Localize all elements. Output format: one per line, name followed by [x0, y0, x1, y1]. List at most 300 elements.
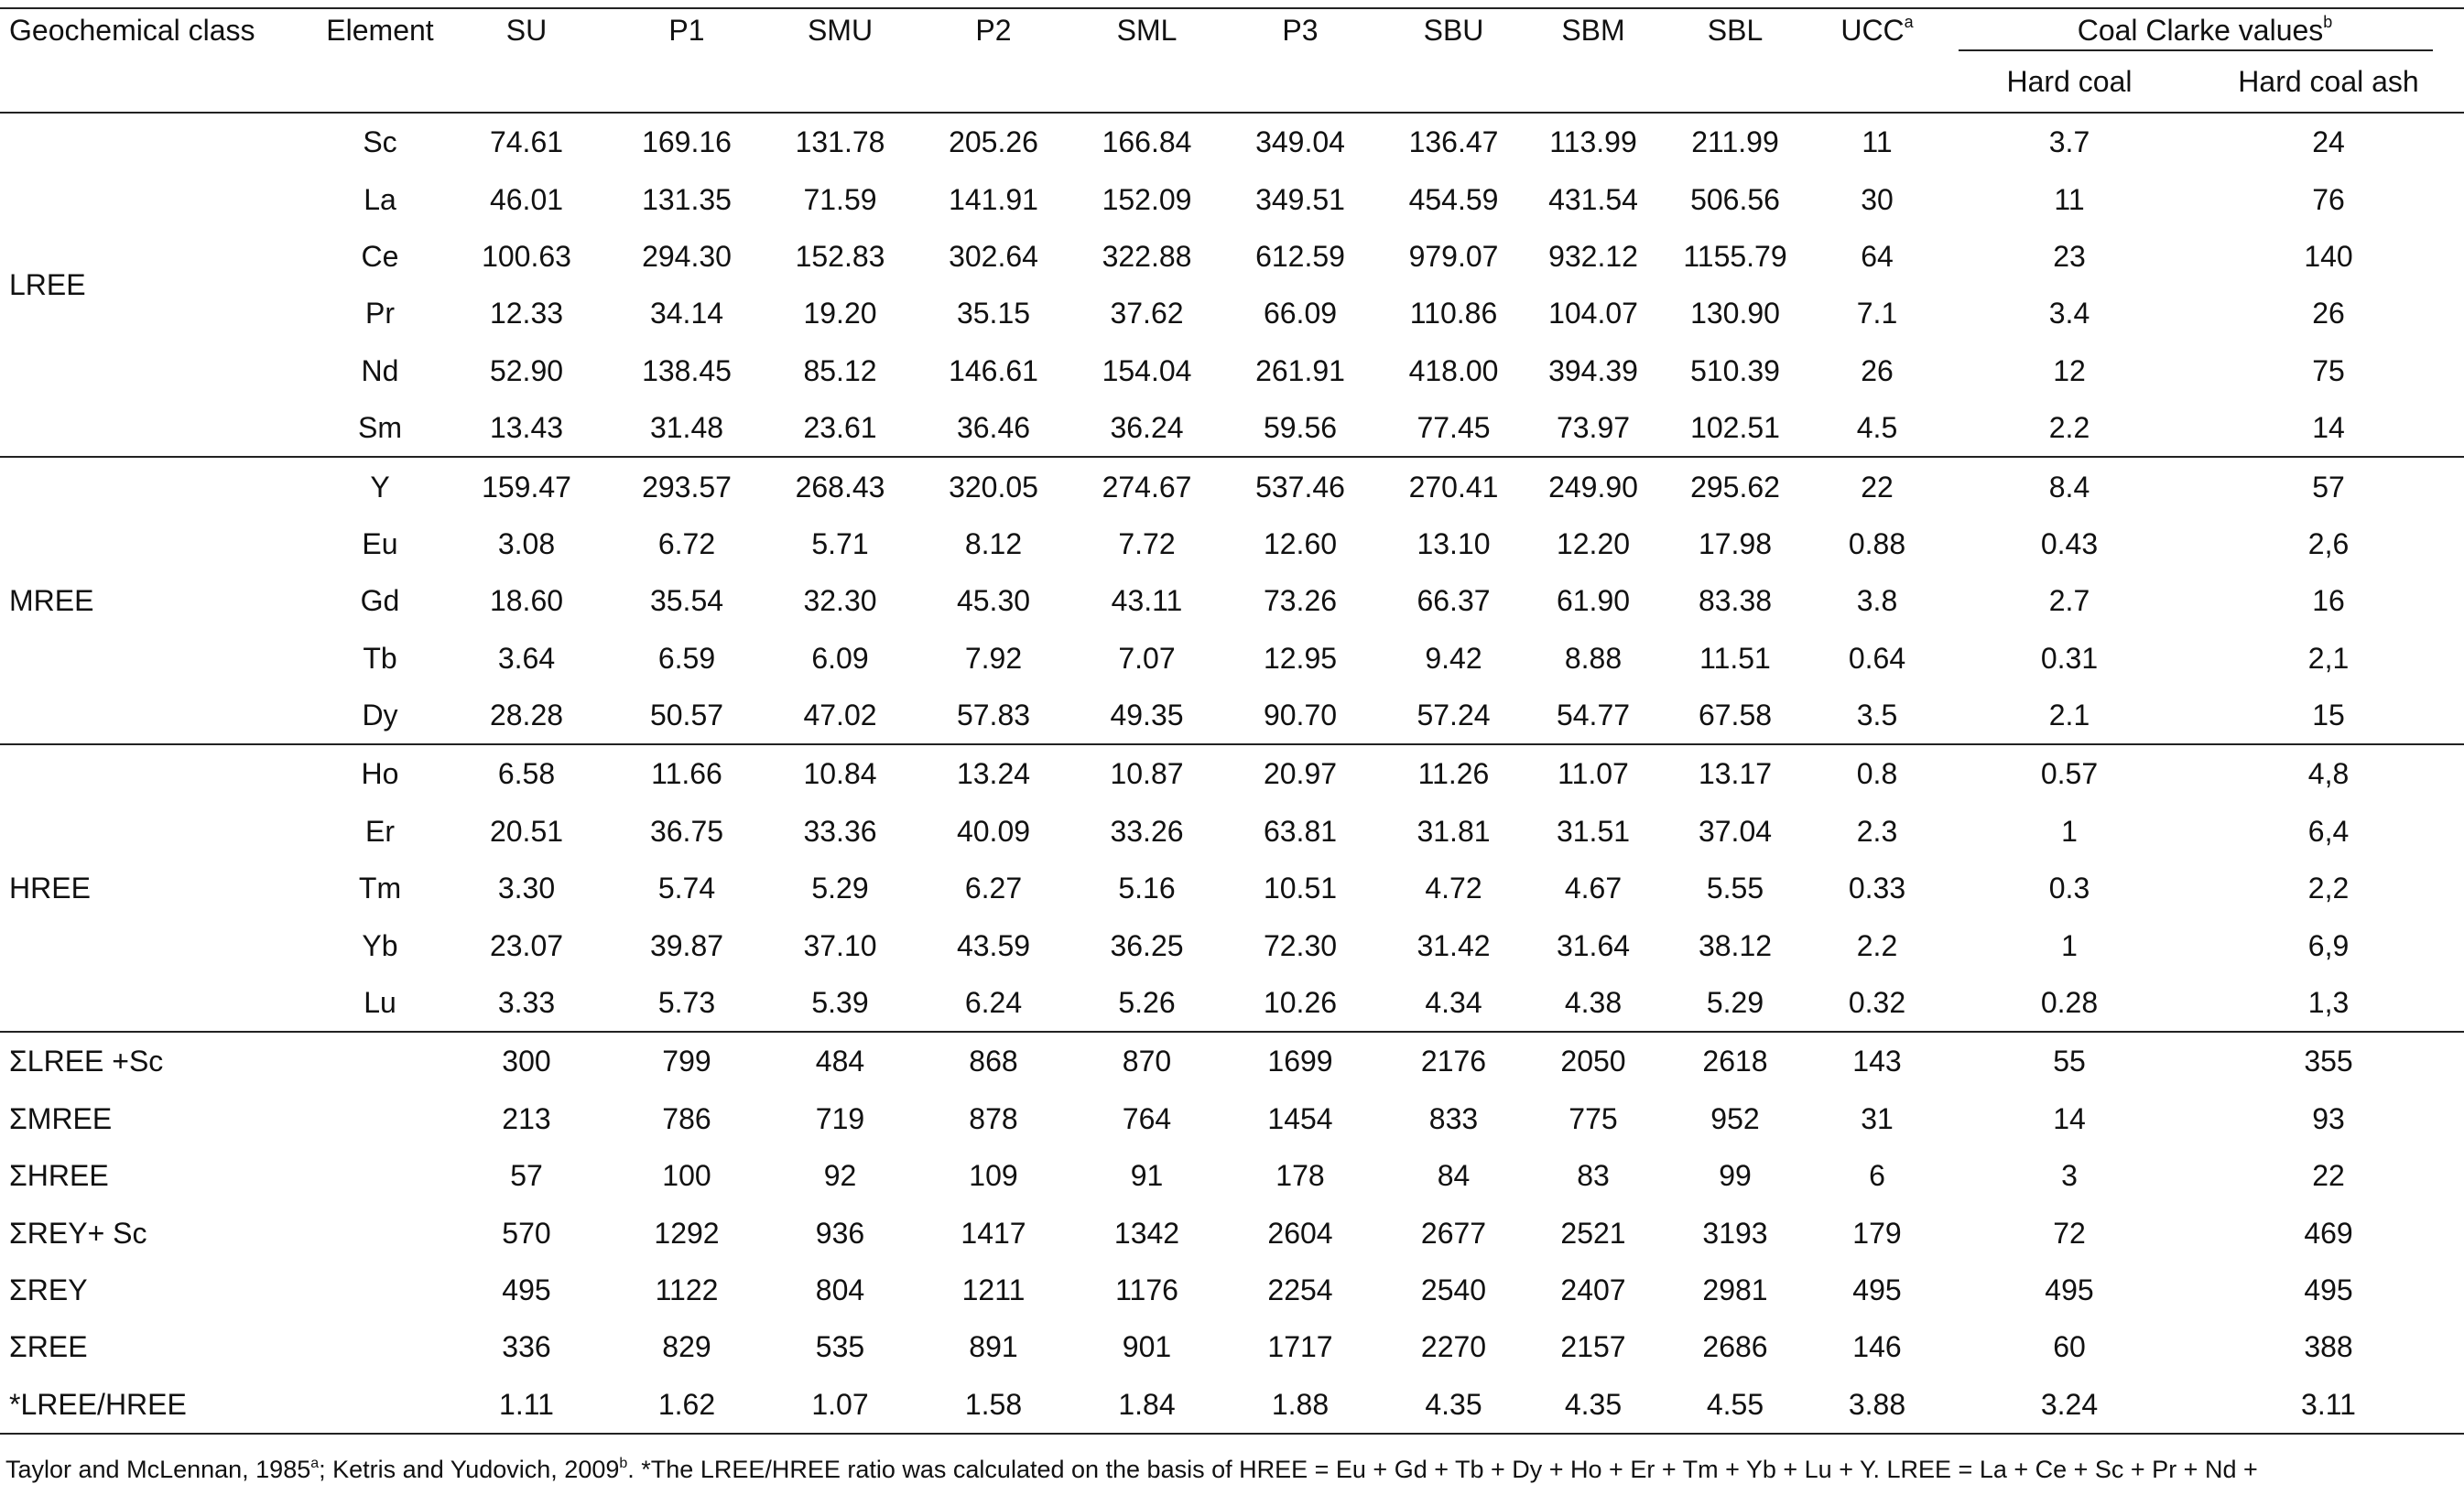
value-cell: 32.30 — [803, 584, 877, 618]
value-cell: 2,2 — [2307, 872, 2350, 905]
value-cell: 179 — [1852, 1216, 1902, 1250]
value-cell: 57 — [2193, 457, 2464, 515]
value-cell: 136.47 — [1383, 113, 1525, 170]
header-element: Element — [311, 8, 449, 51]
table-row — [0, 630, 2464, 687]
value-cell: 6.27 — [964, 872, 1023, 905]
value-cell: 786 — [662, 1101, 711, 1135]
value-cell: 91 — [1130, 1159, 1164, 1193]
value-cell: 74.61 — [449, 113, 604, 170]
value-cell: 10.26 — [1263, 986, 1338, 1020]
value-cell: 10.84 — [769, 744, 911, 802]
value-cell: 5.26 — [1118, 986, 1176, 1020]
value-cell: 72.30 — [1263, 928, 1338, 962]
value-cell: 5.16 — [1118, 872, 1176, 905]
element-cell: Ho — [311, 744, 449, 802]
value-cell: 13.17 — [1662, 744, 1808, 802]
value-cell: 12.95 — [1263, 641, 1338, 675]
value-cell: 50.57 — [649, 699, 724, 732]
value-cell: 11.51 — [1699, 641, 1771, 675]
value-cell: 2.2 — [2048, 411, 2090, 445]
total-label: *LREE/HREE — [0, 1376, 311, 1434]
value-cell: 100.63 — [482, 239, 571, 273]
header-sample-0: SU — [449, 8, 604, 51]
value-cell: 113.99 — [1525, 113, 1662, 170]
value-cell: 66.37 — [1417, 584, 1491, 618]
value-cell: 6.72 — [657, 526, 716, 560]
group-hree — [0, 744, 2464, 1032]
header-sample-5: P3 — [1218, 8, 1383, 51]
header-sample-1: P1 — [604, 8, 769, 51]
table-row — [0, 228, 2464, 285]
value-cell: 85.12 — [803, 353, 877, 387]
value-cell: 40.09 — [956, 814, 1031, 848]
value-cell: 72 — [2053, 1216, 2086, 1250]
value-cell: 5.29 — [1706, 986, 1764, 1020]
value-cell: 1.62 — [604, 1376, 769, 1434]
table-row — [0, 803, 2464, 860]
element-cell: Nd — [361, 353, 399, 387]
value-cell: 2677 — [1420, 1216, 1487, 1250]
value-cell: 54.77 — [1556, 699, 1631, 732]
value-cell: 20.97 — [1218, 744, 1383, 802]
value-cell: 3.08 — [497, 526, 556, 560]
value-cell: 2.2 — [1856, 928, 1898, 962]
table-footnote — [5, 1451, 2258, 1488]
value-cell: 484 — [769, 1032, 911, 1089]
header-ucc-label: UCC — [1840, 14, 1905, 47]
value-cell: 535 — [815, 1330, 865, 1364]
value-cell: 83 — [1577, 1159, 1610, 1193]
value-cell: 932.12 — [1548, 239, 1638, 273]
element-cell: Pr — [365, 297, 395, 330]
value-cell: 31.64 — [1556, 928, 1631, 962]
value-cell: 0.88 — [1848, 526, 1906, 560]
value-cell: 4.67 — [1564, 872, 1623, 905]
value-cell: 5.71 — [811, 526, 869, 560]
value-cell: 75 — [2312, 353, 2345, 387]
value-cell: 719 — [815, 1101, 865, 1135]
table-row — [0, 860, 2464, 916]
value-cell: 33.36 — [803, 814, 877, 848]
value-cell: 833 — [1428, 1101, 1479, 1135]
value-cell: 10.51 — [1263, 872, 1338, 905]
value-cell: 2981 — [1702, 1273, 1768, 1306]
value-cell: 63.81 — [1263, 814, 1338, 848]
value-cell: 261.91 — [1255, 353, 1345, 387]
value-cell: 205.26 — [911, 113, 1076, 170]
value-cell: 140 — [2304, 239, 2353, 273]
value-cell: 73.26 — [1263, 584, 1338, 618]
group-mree — [0, 457, 2464, 744]
value-cell: 30 — [1861, 182, 1894, 216]
value-cell: 31.48 — [649, 411, 724, 445]
element-cell-empty — [311, 1147, 449, 1204]
value-cell: 12.60 — [1263, 526, 1338, 560]
value-cell: 2,6 — [2307, 526, 2350, 560]
value-cell: 100 — [662, 1159, 711, 1193]
element-cell-empty — [311, 1204, 449, 1261]
value-cell: 1717 — [1267, 1330, 1333, 1364]
value-cell: 302.64 — [949, 239, 1038, 273]
value-cell: 166.84 — [1076, 113, 1218, 170]
value-cell: 0.64 — [1848, 641, 1906, 675]
value-cell: 506.56 — [1690, 182, 1780, 216]
value-cell: 143 — [1808, 1032, 1946, 1089]
header-hard-coal: Hard coal — [2006, 65, 2133, 98]
value-cell: 1699 — [1218, 1032, 1383, 1089]
value-cell: 952 — [1710, 1101, 1760, 1135]
footnote-part1: Taylor and McLennan, 1985 — [5, 1456, 311, 1483]
value-cell: 2686 — [1702, 1330, 1768, 1364]
value-cell: 12.33 — [489, 297, 564, 330]
value-cell: 146.61 — [949, 353, 1038, 387]
value-cell: 0.8 — [1808, 744, 1946, 802]
value-cell: 6.09 — [811, 641, 869, 675]
value-cell: 22 — [2312, 1159, 2345, 1193]
value-cell: 28.28 — [489, 699, 564, 732]
value-cell: 4,8 — [2193, 744, 2464, 802]
element-cell: Y — [311, 457, 449, 515]
header-coal-clarke-sup: b — [2323, 13, 2333, 31]
value-cell: 39.87 — [649, 928, 724, 962]
value-cell: 249.90 — [1525, 457, 1662, 515]
value-cell: 17.98 — [1698, 526, 1773, 560]
table-row — [0, 974, 2464, 1032]
value-cell: 322.88 — [1102, 239, 1192, 273]
table-row — [0, 1147, 2464, 1204]
value-cell: 1 — [2061, 928, 2078, 962]
geochemical-class-label: LREE — [0, 113, 311, 457]
value-cell: 2521 — [1560, 1216, 1626, 1250]
value-cell: 1.11 — [449, 1376, 604, 1434]
value-cell: 31.81 — [1417, 814, 1491, 848]
value-cell: 152.83 — [795, 239, 885, 273]
value-cell: 3.30 — [497, 872, 556, 905]
table-row — [0, 1032, 2464, 1089]
value-cell: 1342 — [1113, 1216, 1180, 1250]
value-cell: 7.1 — [1856, 297, 1898, 330]
element-cell: Sm — [358, 411, 402, 445]
value-cell: 211.99 — [1662, 113, 1808, 170]
value-cell: 130.90 — [1690, 297, 1780, 330]
value-cell: 799 — [604, 1032, 769, 1089]
group-lree — [0, 113, 2464, 457]
value-cell: 6,4 — [2307, 814, 2350, 848]
value-cell: 936 — [815, 1216, 865, 1250]
value-cell: 6 — [1869, 1159, 1885, 1193]
value-cell: 146 — [1852, 1330, 1902, 1364]
value-cell: 104.07 — [1548, 297, 1638, 330]
value-cell: 76 — [2312, 182, 2345, 216]
element-cell: Ce — [361, 239, 399, 273]
total-label: ΣLREE +Sc — [0, 1032, 311, 1089]
value-cell: 26 — [1861, 353, 1894, 387]
value-cell: 537.46 — [1218, 457, 1383, 515]
value-cell: 110.86 — [1409, 297, 1498, 330]
value-cell: 2254 — [1267, 1273, 1333, 1306]
ree-data-table — [0, 7, 2464, 1435]
value-cell: 10.87 — [1076, 744, 1218, 802]
value-cell: 6,9 — [2307, 928, 2350, 962]
value-cell: 46.01 — [489, 182, 564, 216]
element-cell-empty — [311, 1090, 449, 1147]
value-cell: 19.20 — [803, 297, 877, 330]
value-cell: 92 — [823, 1159, 857, 1193]
group-totals — [0, 1032, 2464, 1434]
value-cell: 24 — [2193, 113, 2464, 170]
value-cell: 6.59 — [657, 641, 716, 675]
value-cell: 3.88 — [1808, 1376, 1946, 1434]
value-cell: 3.8 — [1856, 584, 1898, 618]
value-cell: 36.75 — [649, 814, 724, 848]
value-cell: 268.43 — [769, 457, 911, 515]
element-cell: Tb — [363, 641, 397, 675]
value-cell: 11.66 — [604, 744, 769, 802]
value-cell: 274.67 — [1076, 457, 1218, 515]
value-cell: 0.57 — [1946, 744, 2193, 802]
value-cell: 14 — [2053, 1101, 2086, 1135]
value-cell: 11.07 — [1525, 744, 1662, 802]
value-cell: 47.02 — [803, 699, 877, 732]
value-cell: 31.42 — [1417, 928, 1491, 962]
value-cell: 26 — [2312, 297, 2345, 330]
value-cell: 49.35 — [1110, 699, 1184, 732]
element-cell: La — [364, 182, 396, 216]
value-cell: 15 — [2312, 699, 2345, 732]
element-cell: Dy — [362, 699, 398, 732]
value-cell: 775 — [1568, 1101, 1618, 1135]
value-cell: 495 — [502, 1273, 551, 1306]
value-cell: 8.4 — [1946, 457, 2193, 515]
value-cell: 2.3 — [1856, 814, 1898, 848]
element-cell: Sc — [311, 113, 449, 170]
value-cell: 83.38 — [1698, 584, 1773, 618]
value-cell: 73.97 — [1556, 411, 1631, 445]
table-row — [0, 1376, 2464, 1434]
value-cell: 23.61 — [803, 411, 877, 445]
value-cell: 23.07 — [489, 928, 564, 962]
value-cell: 293.57 — [604, 457, 769, 515]
value-cell: 1.84 — [1076, 1376, 1218, 1434]
total-label: ΣREE — [9, 1330, 88, 1364]
value-cell: 2157 — [1560, 1330, 1626, 1364]
table-row — [0, 744, 2464, 802]
element-cell: Tm — [358, 872, 402, 905]
value-cell: 510.39 — [1690, 353, 1780, 387]
value-cell: 891 — [969, 1330, 1018, 1364]
total-label: ΣMREE — [9, 1101, 113, 1135]
value-cell: 270.41 — [1383, 457, 1525, 515]
value-cell: 1122 — [655, 1273, 719, 1306]
value-cell: 4.72 — [1425, 872, 1482, 905]
table-row — [0, 572, 2464, 629]
header-coal-clarke — [1946, 8, 2464, 51]
value-cell: 469 — [2304, 1216, 2353, 1250]
value-cell: 349.04 — [1218, 113, 1383, 170]
value-cell: 294.30 — [642, 239, 732, 273]
header-ucc — [1808, 8, 1946, 51]
value-cell: 37.62 — [1110, 297, 1184, 330]
value-cell: 495 — [2304, 1273, 2353, 1306]
value-cell: 2176 — [1383, 1032, 1525, 1089]
value-cell: 4.55 — [1662, 1376, 1808, 1434]
value-cell: 1155.79 — [1683, 239, 1787, 273]
value-cell: 77.45 — [1417, 411, 1491, 445]
value-cell: 43.59 — [956, 928, 1031, 962]
table-row — [0, 170, 2464, 227]
value-cell: 43.11 — [1111, 584, 1183, 618]
value-cell: 0.28 — [2040, 986, 2099, 1020]
value-cell: 4.38 — [1564, 986, 1623, 1020]
value-cell: 37.04 — [1698, 814, 1773, 848]
value-cell: 300 — [449, 1032, 604, 1089]
value-cell: 12 — [2053, 353, 2086, 387]
header-sample-7: SBM — [1525, 8, 1662, 51]
value-cell: 355 — [2193, 1032, 2464, 1089]
value-cell: 154.04 — [1102, 353, 1192, 387]
value-cell: 152.09 — [1102, 182, 1192, 216]
value-cell: 71.59 — [803, 182, 877, 216]
value-cell: 2618 — [1662, 1032, 1808, 1089]
value-cell: 131.35 — [642, 182, 732, 216]
value-cell: 60 — [2053, 1330, 2086, 1364]
value-cell: 3 — [2061, 1159, 2078, 1193]
value-cell: 45.30 — [956, 584, 1031, 618]
value-cell: 18.60 — [489, 584, 564, 618]
element-cell-empty — [311, 1318, 449, 1375]
header-sample-6: SBU — [1383, 8, 1525, 51]
value-cell: 14 — [2312, 411, 2345, 445]
value-cell: 178 — [1275, 1159, 1325, 1193]
value-cell: 979.07 — [1408, 239, 1499, 273]
value-cell: 7.07 — [1118, 641, 1176, 675]
value-cell: 3193 — [1702, 1216, 1768, 1250]
value-cell: 6.58 — [449, 744, 604, 802]
value-cell: 213 — [502, 1101, 551, 1135]
header-hard-coal-ash: Hard coal ash — [2238, 65, 2419, 98]
value-cell: 59.56 — [1263, 411, 1338, 445]
value-cell: 36.25 — [1110, 928, 1184, 962]
value-cell: 37.10 — [803, 928, 877, 962]
footnote-part2: ; Ketris and Yudovich, 2009 — [319, 1456, 620, 1483]
value-cell: 2.1 — [2048, 699, 2090, 732]
value-cell: 495 — [2045, 1273, 2094, 1306]
header-geochemical-class: Geochemical class — [0, 8, 311, 51]
value-cell: 5.73 — [657, 986, 716, 1020]
value-cell: 1176 — [1115, 1273, 1178, 1306]
value-cell: 3.5 — [1856, 699, 1898, 732]
value-cell: 35.15 — [956, 297, 1031, 330]
value-cell: 8.88 — [1564, 641, 1623, 675]
value-cell: 11 — [1808, 113, 1946, 170]
value-cell: 61.90 — [1556, 584, 1631, 618]
value-cell: 1,3 — [2307, 986, 2350, 1020]
value-cell: 454.59 — [1408, 182, 1499, 216]
table-row — [0, 342, 2464, 399]
value-cell: 2540 — [1420, 1273, 1487, 1306]
value-cell: 3.64 — [497, 641, 556, 675]
table-row — [0, 113, 2464, 170]
value-cell: 1.58 — [911, 1376, 1076, 1434]
value-cell: 418.00 — [1408, 353, 1499, 387]
value-cell: 764 — [1122, 1101, 1172, 1135]
header-sample-4: SML — [1076, 8, 1218, 51]
total-label: ΣREY — [9, 1273, 88, 1306]
table-row — [0, 457, 2464, 515]
value-cell: 131.78 — [769, 113, 911, 170]
value-cell: 336 — [502, 1330, 551, 1364]
value-cell: 102.51 — [1690, 411, 1780, 445]
element-cell: Er — [365, 814, 395, 848]
value-cell: 5.29 — [811, 872, 869, 905]
value-cell: 870 — [1076, 1032, 1218, 1089]
element-cell: Gd — [360, 584, 400, 618]
value-cell: 0.32 — [1848, 986, 1906, 1020]
value-cell: 169.16 — [604, 113, 769, 170]
value-cell: 67.58 — [1698, 699, 1773, 732]
value-cell: 8.12 — [964, 526, 1023, 560]
value-cell: 33.26 — [1110, 814, 1184, 848]
footnote-part3: . *The LREE/HREE ratio was calculated on the basis of HREE = Eu + Gd + Tb + Dy + Ho + Er + Tm + Yb + Lu + Y. LREE = La + Ce + Sc + Pr + Nd + — [627, 1456, 2258, 1483]
header-ucc-sup: a — [1904, 13, 1914, 31]
value-cell: 31 — [1861, 1101, 1894, 1135]
element-cell-empty — [311, 1262, 449, 1318]
value-cell: 23 — [2053, 239, 2086, 273]
value-cell: 394.39 — [1548, 353, 1638, 387]
value-cell: 57.24 — [1417, 699, 1491, 732]
value-cell: 4.35 — [1383, 1376, 1525, 1434]
value-cell: 1.88 — [1218, 1376, 1383, 1434]
value-cell: 878 — [969, 1101, 1018, 1135]
value-cell: 1417 — [961, 1216, 1026, 1250]
value-cell: 3.33 — [497, 986, 556, 1020]
value-cell: 0.43 — [2040, 526, 2099, 560]
value-cell: 2270 — [1420, 1330, 1487, 1364]
header-sample-2: SMU — [769, 8, 911, 51]
value-cell: 0.33 — [1848, 872, 1906, 905]
value-cell: 9.42 — [1425, 641, 1482, 675]
table-row — [0, 687, 2464, 744]
value-cell: 38.12 — [1698, 928, 1773, 962]
table-row — [0, 1204, 2464, 1261]
value-cell: 31.51 — [1556, 814, 1631, 848]
total-label: ΣHREE — [9, 1159, 109, 1193]
value-cell: 93 — [2312, 1101, 2345, 1135]
value-cell: 0.3 — [2048, 872, 2090, 905]
value-cell: 388 — [2304, 1330, 2353, 1364]
value-cell: 20.51 — [489, 814, 564, 848]
value-cell: 1 — [2061, 814, 2078, 848]
table-row — [0, 1262, 2464, 1318]
value-cell: 7.92 — [964, 641, 1023, 675]
header-sample-3: P2 — [911, 8, 1076, 51]
value-cell: 5.39 — [811, 986, 869, 1020]
value-cell: 2407 — [1560, 1273, 1626, 1306]
value-cell: 99 — [1719, 1159, 1752, 1193]
value-cell: 12.20 — [1556, 526, 1631, 560]
value-cell: 5.55 — [1706, 872, 1764, 905]
value-cell: 3.4 — [2048, 297, 2090, 330]
table-header — [0, 8, 2464, 113]
footnote-sup1: a — [310, 1456, 320, 1471]
footnote-sup2: b — [619, 1456, 628, 1471]
value-cell: 90.70 — [1263, 699, 1338, 732]
header-sample-8: SBL — [1662, 8, 1808, 51]
value-cell: 2050 — [1525, 1032, 1662, 1089]
value-cell: 829 — [662, 1330, 711, 1364]
header-coal-clarke-label: Coal Clarke values — [2077, 14, 2324, 47]
